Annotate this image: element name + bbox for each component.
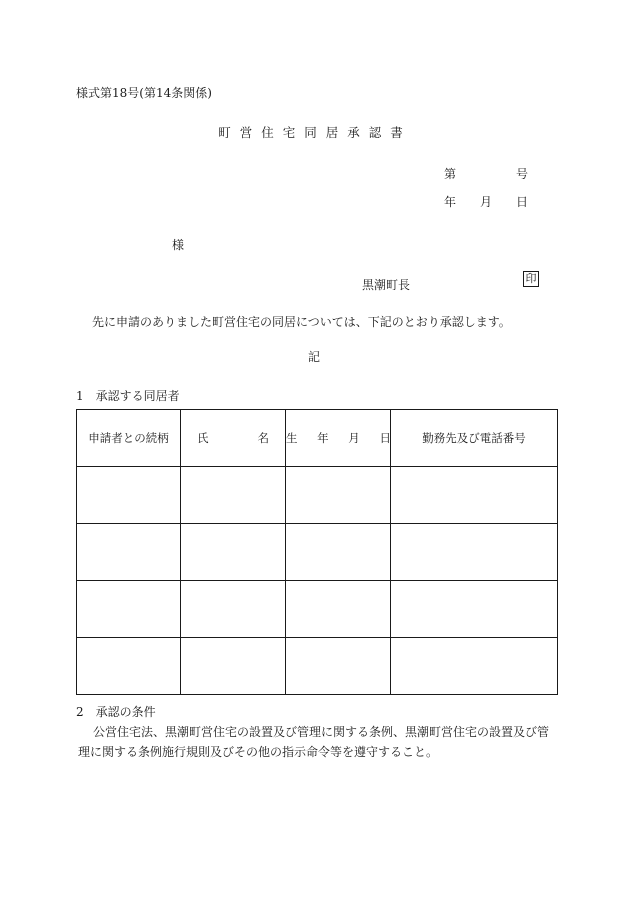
cell-birthdate[interactable] [286, 467, 391, 524]
table-header-row [77, 410, 558, 467]
header-name-last: 名 [257, 431, 269, 445]
ki-heading: 記 [308, 350, 321, 364]
cell-relation[interactable] [77, 467, 181, 524]
date-year-label: 年 [444, 195, 457, 209]
header-birthdate: 生 年 月 日 [286, 410, 391, 467]
recipient-honorific: 様 [172, 238, 185, 252]
issue-date [444, 193, 528, 210]
issuer-name: 黒潮町長 [362, 278, 411, 292]
header-name-first: 氏 [197, 431, 209, 445]
cell-workplace[interactable] [391, 524, 558, 581]
cell-name[interactable] [181, 638, 286, 695]
conditions-line-1: 公営住宅法、黒潮町営住宅の設置及び管理に関する条例、黒潮町営住宅の設置及び管 [93, 725, 550, 739]
table-row [77, 638, 558, 695]
cell-birthdate[interactable] [286, 581, 391, 638]
cell-relation[interactable] [77, 638, 181, 695]
cell-birthdate[interactable] [286, 638, 391, 695]
cohabitant-table [76, 409, 558, 695]
header-workplace: 勤務先及び電話番号 [391, 410, 558, 467]
table-row [77, 524, 558, 581]
cell-name[interactable] [181, 524, 286, 581]
intro-text: 先に申請のありました町営住宅の同居については、下記のとおり承認します。 [92, 315, 511, 329]
document-title: 町営住宅同居承認書 [218, 125, 412, 140]
cell-birthdate[interactable] [286, 524, 391, 581]
number-label-dai: 第 [444, 167, 457, 181]
header-relation: 申請者との続柄 [77, 410, 181, 467]
date-month-label: 月 [479, 195, 492, 209]
cell-workplace[interactable] [391, 581, 558, 638]
header-name [181, 410, 286, 467]
table-row [77, 467, 558, 524]
cell-relation[interactable] [77, 581, 181, 638]
date-day-label: 日 [515, 195, 528, 209]
document-number [444, 165, 528, 182]
cell-workplace[interactable] [391, 467, 558, 524]
number-label-go: 号 [515, 167, 528, 181]
section1-heading: 1 承認する同居者 [76, 389, 180, 403]
section2-heading: 2 承認の条件 [76, 705, 156, 719]
cell-relation[interactable] [77, 524, 181, 581]
form-number: 様式第18号(第14条関係) [76, 86, 212, 100]
table-row [77, 581, 558, 638]
seal-mark: 印 [523, 271, 539, 287]
cell-workplace[interactable] [391, 638, 558, 695]
cell-name[interactable] [181, 467, 286, 524]
cell-name[interactable] [181, 581, 286, 638]
conditions-line-2: 理に関する条例施行規則及びその他の指示命令等を遵守すること。 [78, 745, 439, 759]
